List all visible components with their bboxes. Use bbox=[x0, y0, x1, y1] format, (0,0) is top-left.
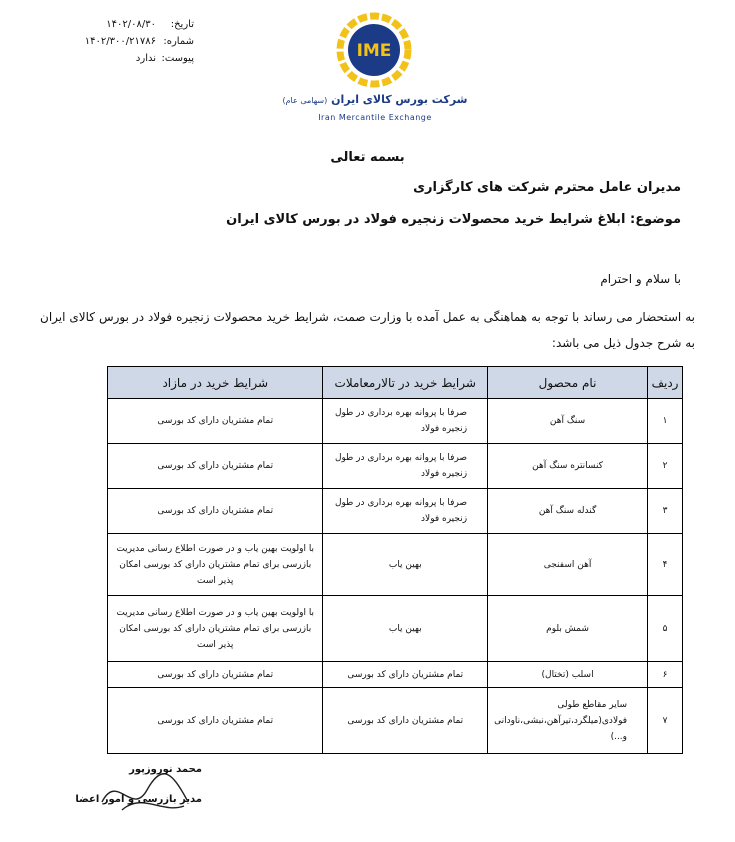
attachment-label: پیوست: bbox=[161, 53, 194, 64]
number-value: ۱۴۰۲/۳۰۰/۲۱۷۸۶ bbox=[84, 36, 156, 47]
header-surplus-conditions: شرایط خرید در مازاد bbox=[108, 367, 323, 399]
logo-company-suffix: (سهامی عام) bbox=[282, 96, 328, 105]
purchase-conditions-table bbox=[107, 366, 683, 754]
date-value: ۱۴۰۲/۰۸/۳۰ bbox=[106, 19, 156, 30]
cell-product-name: سایر مقاطع طولی فولادی(میلگرد،تیرآهن،نبشی،ناودانی و...) bbox=[488, 688, 648, 754]
number-label: شماره: bbox=[163, 36, 194, 47]
letter-addressee: مدیران عامل محترم شرکت های کارگزاری bbox=[413, 180, 681, 195]
cell-num: ۶ bbox=[648, 662, 683, 688]
cell-num: ۳ bbox=[648, 489, 683, 534]
cell-num: ۲ bbox=[648, 444, 683, 489]
cell-product-name: سنگ آهن bbox=[488, 399, 648, 444]
cell-hall-conditions: صرفا با پروانه بهره برداری در طول زنجیره فولاد bbox=[323, 399, 488, 444]
cell-surplus-conditions: تمام مشتریان دارای کد بورسی bbox=[108, 489, 323, 534]
cell-product-name: شمش بلوم bbox=[488, 596, 648, 662]
letter-body: به استحضار می رساند با توجه به هماهنگی به عمل آمده با وزارت صمت، شرایط خرید محصولات زنجیره فولاد در بورس کالای ایران به شرح جدول ذیل می باشد: bbox=[40, 310, 695, 350]
attachment-value: ندارد bbox=[135, 53, 156, 64]
cell-num: ۷ bbox=[648, 688, 683, 754]
cell-hall-conditions: تمام مشتریان دارای کد بورسی bbox=[323, 662, 488, 688]
cell-surplus-conditions: تمام مشتریان دارای کد بورسی bbox=[108, 399, 323, 444]
signature-block bbox=[75, 762, 202, 822]
header-product-name: نام محصول bbox=[488, 367, 648, 399]
letter-meta bbox=[64, 16, 194, 67]
letter-greeting: با سلام و احترام bbox=[600, 272, 681, 286]
cell-hall-conditions: صرفا با پروانه بهره برداری در طول زنجیره فولاد bbox=[323, 444, 488, 489]
logo-company-fa bbox=[280, 93, 470, 106]
cell-num: ۱ bbox=[648, 399, 683, 444]
table-row bbox=[108, 444, 683, 489]
table-row bbox=[108, 534, 683, 596]
cell-num: ۵ bbox=[648, 596, 683, 662]
cell-product-name: کنسانتره سنگ آهن bbox=[488, 444, 648, 489]
cell-surplus-conditions: تمام مشتریان دارای کد بورسی bbox=[108, 444, 323, 489]
cell-product-name: آهن اسفنجی bbox=[488, 534, 648, 596]
cell-product-name: گندله سنگ آهن bbox=[488, 489, 648, 534]
logo-company-en: Iran Mercantile Exchange bbox=[318, 113, 432, 122]
cell-surplus-conditions: با اولویت بهین یاب و در صورت اطلاع رسانی مدیریت بازرسی برای تمام مشتریان دارای کد بورسی امکان پذیر است bbox=[108, 596, 323, 662]
cell-hall-conditions: تمام مشتریان دارای کد بورسی bbox=[323, 688, 488, 754]
table-header-row bbox=[108, 367, 683, 399]
table-row bbox=[108, 489, 683, 534]
number-row bbox=[64, 33, 194, 50]
header-num: ردیف bbox=[648, 367, 683, 399]
header-hall-conditions: شرایط خرید در تالارمعاملات bbox=[323, 367, 488, 399]
signatory-title: مدیر بازرسی و امور اعضا bbox=[75, 794, 202, 805]
letter-heading: بسمه تعالی bbox=[330, 150, 405, 165]
cell-surplus-conditions: با اولویت بهین یاب و در صورت اطلاع رسانی مدیریت بازرسی برای تمام مشتریان دارای کد بورسی امکان پذیر است bbox=[108, 534, 323, 596]
table-row bbox=[108, 399, 683, 444]
date-label: تاریخ: bbox=[170, 19, 194, 30]
table-row bbox=[108, 688, 683, 754]
cell-hall-conditions: صرفا با پروانه بهره برداری در طول زنجیره فولاد bbox=[323, 489, 488, 534]
date-row bbox=[64, 16, 194, 33]
logo-company-name: شرکت بورس کالای ایران bbox=[331, 93, 468, 106]
cell-hall-conditions: بهین یاب bbox=[323, 596, 488, 662]
signatory-name: محمد نوروزپور bbox=[129, 764, 202, 775]
letter-subject: موضوع: ابلاغ شرایط خرید محصولات زنجیره فولاد در بورس کالای ایران bbox=[226, 212, 681, 227]
cell-surplus-conditions: تمام مشتریان دارای کد بورسی bbox=[108, 688, 323, 754]
table-row bbox=[108, 596, 683, 662]
attachment-row bbox=[64, 50, 194, 67]
table-row bbox=[108, 662, 683, 688]
logo-mark-text: IME bbox=[356, 41, 392, 61]
ime-logo-mark bbox=[326, 10, 422, 90]
cell-surplus-conditions: تمام مشتریان دارای کد بورسی bbox=[108, 662, 323, 688]
cell-hall-conditions: بهین یاب bbox=[323, 534, 488, 596]
cell-product-name: اسلب (تختال) bbox=[488, 662, 648, 688]
company-logo bbox=[280, 10, 470, 126]
cell-num: ۴ bbox=[648, 534, 683, 596]
